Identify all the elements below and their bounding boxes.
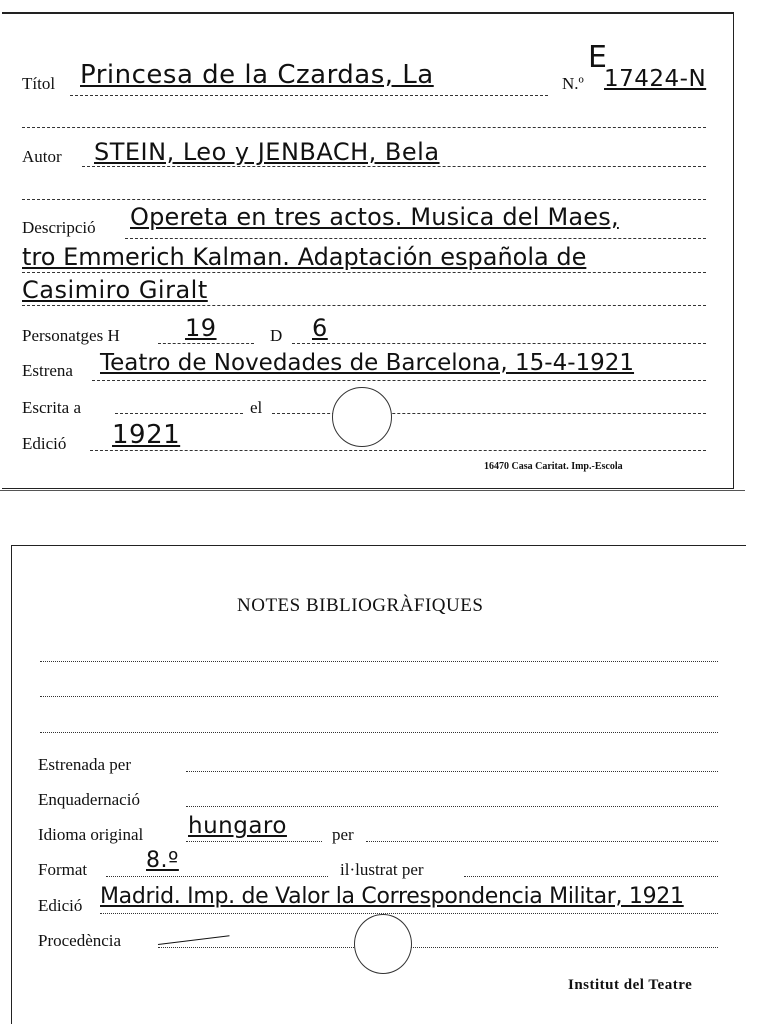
edicio2-label: Edició <box>38 896 83 915</box>
punch-hole <box>332 387 392 447</box>
illustrat-label: il·lustrat per <box>340 860 424 879</box>
personatges-h-line <box>158 343 254 344</box>
escrita-label: Escrita a <box>22 398 81 417</box>
el-label: el <box>250 398 263 417</box>
format-line <box>106 876 328 877</box>
blank-dotted-line <box>40 696 718 697</box>
edicio2-value: Madrid. Imp. de Valor la Correspondencia Militar, 1921 <box>100 884 684 909</box>
descripcio-line-3: Casimiro Giralt <box>22 276 208 304</box>
institut-stamp: Institut del Teatre <box>568 977 693 993</box>
titol-line <box>70 95 548 96</box>
autor-line <box>82 166 706 167</box>
format-label: Format <box>38 860 88 879</box>
per-line <box>366 841 718 842</box>
blank-line <box>22 127 706 128</box>
edicio-line <box>90 450 706 451</box>
punch-hole <box>354 914 412 974</box>
enquadernacio-label: Enquadernació <box>38 790 140 809</box>
idioma-line <box>186 841 322 842</box>
blank-dotted-line <box>40 661 718 662</box>
card-edge-line <box>0 490 745 491</box>
descripcio-line <box>22 272 706 273</box>
titol-label: Títol <box>22 74 56 93</box>
printer-imprint: 16470 Casa Caritat. Imp.-Escola <box>484 461 623 472</box>
enquadernacio-line <box>186 806 718 807</box>
procedencia-label: Procedència <box>38 931 122 950</box>
numero-prefix: E <box>588 40 607 75</box>
descripcio-line-1: Opereta en tres actos. Musica del Maes, <box>130 203 619 231</box>
procedencia-line <box>158 947 718 948</box>
illustrat-line <box>464 876 718 877</box>
personatges-h-value: 19 <box>185 314 217 342</box>
per-label: per <box>332 825 354 844</box>
personatges-d-line <box>292 343 706 344</box>
descripcio-line-2: tro Emmerich Kalman. Adaptación española de <box>22 243 587 271</box>
escrita-line <box>115 413 243 414</box>
autor-value: STEIN, Leo y JENBACH, Bela <box>94 138 440 166</box>
idioma-value: hungaro <box>188 813 287 839</box>
edicio2-line <box>100 913 718 914</box>
descripcio-label: Descripció <box>22 218 96 237</box>
idioma-label: Idioma original <box>38 825 144 844</box>
estrena-value: Teatro de Novedades de Barcelona, 15-4-1921 <box>100 350 635 376</box>
titol-value: Princesa de la Czardas, La <box>80 60 434 90</box>
numero-value: 17424-N <box>604 66 707 92</box>
descripcio-line <box>22 305 706 306</box>
estrenada-line <box>186 771 718 772</box>
descripcio-line <box>125 238 706 239</box>
autor-label: Autor <box>22 147 62 166</box>
notes-title: NOTES BIBLIOGRÀFIQUES <box>237 595 484 616</box>
estrena-label: Estrena <box>22 361 73 380</box>
blank-line <box>22 199 706 200</box>
personatges-d-label: D <box>270 326 283 345</box>
edicio-label: Edició <box>22 434 67 453</box>
estrena-line <box>92 380 706 381</box>
edicio-value: 1921 <box>112 420 181 450</box>
format-value: 8.º <box>146 848 179 873</box>
blank-dotted-line <box>40 732 718 733</box>
personatges-label: Personatges H <box>22 326 120 345</box>
numero-label: N.º <box>562 74 584 93</box>
estrenada-label: Estrenada per <box>38 755 131 774</box>
personatges-d-value: 6 <box>312 314 328 342</box>
